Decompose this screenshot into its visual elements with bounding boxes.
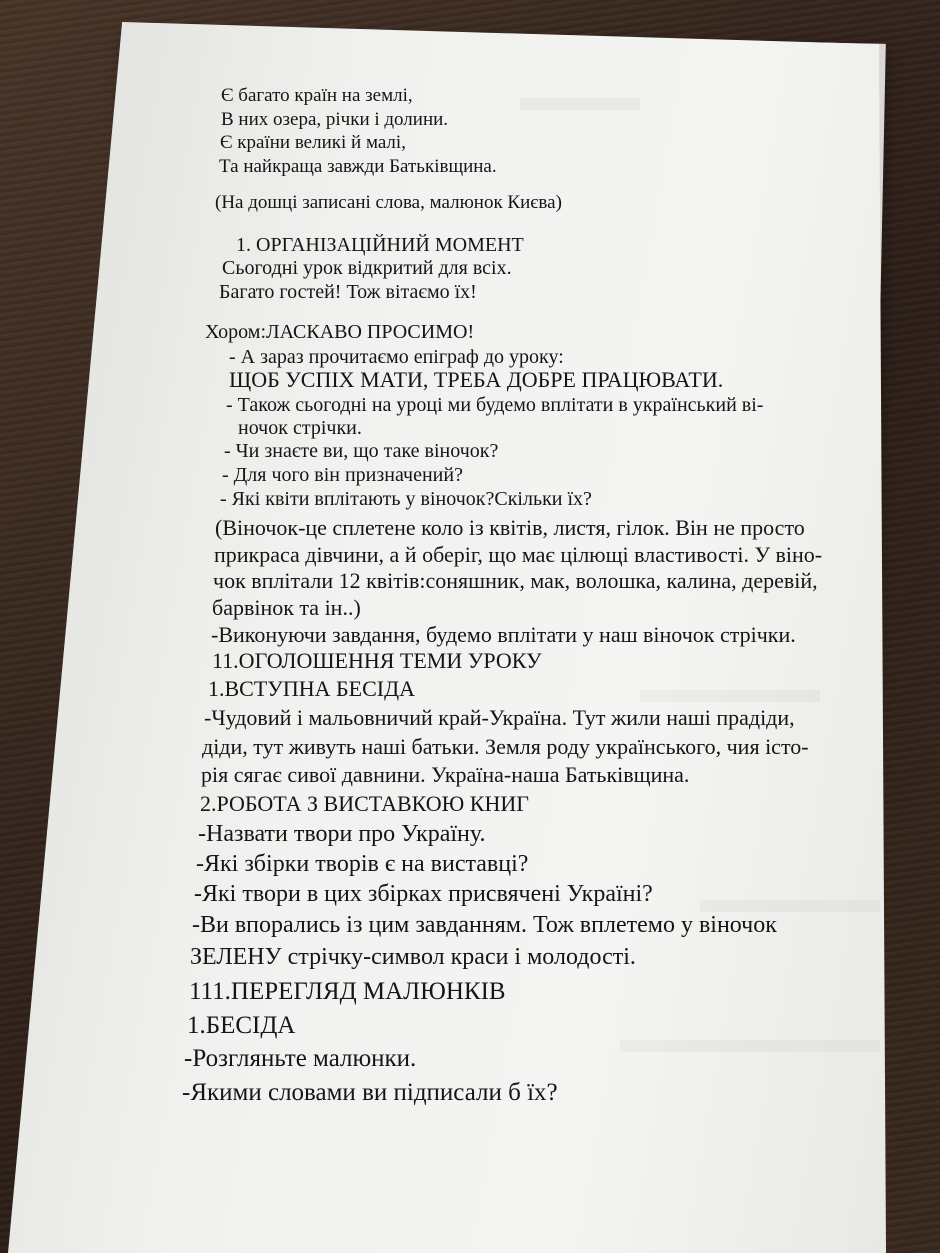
books-task-line: -Ви впорались із цим завданням. Тож вплетемо у віночок [192,912,777,938]
books-task-line: -Які твори в цих збірках присвячені Україні? [194,881,653,907]
section-heading-1: 1. ОРГАНІЗАЦІЙНИЙ МОМЕНТ [236,234,524,256]
books-task-line: -Назвати твори про Україну. [198,821,486,847]
section-heading-2: 11.ОГОЛОШЕННЯ ТЕМИ УРОКУ [212,648,542,673]
intro-talk-line: -Чудовий і мальовничий край-Україна. Тут жили наші прадіди, [204,705,795,730]
epigraph: ЩОБ УСПІХ МАТИ, ТРЕБА ДОБРЕ ПРАЦЮВАТИ. [229,367,724,392]
board-note: (На дошці записані слова, малюнок Києва) [215,192,562,213]
question-line: - Які квіти вплітають у віночок?Скільки їх? [220,488,592,510]
task-ribbons-line: -Виконуючи завдання, будемо вплітати у наш віночок стрічки. [211,622,796,647]
pictures-task-line: -Розгляньте малюнки. [184,1045,417,1072]
greeting-line: Багато гостей! Тож вітаємо їх! [219,281,477,303]
pictures-task-line: -Якими словами ви підписали б їх? [182,1079,558,1106]
intro-talk-line: діди, тут живуть наші батьки. Земля роду українського, чия істо- [202,734,809,759]
poem-line: Та найкраща завжди Батьківщина. [219,156,497,177]
intro-talk-line: рія сягає сивої давнини. Україна-наша Батьківщина. [201,762,690,787]
poem-line: В них озера, річки і долини. [221,109,449,130]
ribbon-intro-line: ночок стрічки. [238,417,362,439]
books-task-line: ЗЕЛЕНУ стрічку-символ краси і молодості. [190,944,636,970]
books-heading: 2.РОБОТА З ВИСТАВКОЮ КНИГ [200,791,529,816]
wreath-explanation-line: (Віночок-це сплетене коло із квітів, листя, гілок. Він не просто [215,515,805,540]
epigraph-intro: - А зараз прочитаємо епіграф до уроку: [229,346,564,368]
chorus-line: Хором:ЛАСКАВО ПРОСИМО! [205,321,475,343]
intro-talk-heading: 1.ВСТУПНА БЕСІДА [208,676,415,701]
poem-line: Є країни великі й малі, [220,132,406,153]
ribbon-intro-line: - Також сьогодні на уроці ми будемо вплітати в український ві- [226,394,764,416]
books-task-line: -Які збірки творів є на виставці? [196,851,529,877]
greeting-line: Сьогодні урок відкритий для всіх. [222,257,512,279]
wreath-explanation-line: чок вплітали 12 квітів:соняшник, мак, волошка, калина, деревій, [213,568,818,593]
question-line: - Чи знаєте ви, що таке віночок? [224,440,499,462]
wreath-explanation-line: барвінок та ін..) [212,595,361,620]
section-heading-3: 111.ПЕРЕГЛЯД МАЛЮНКІВ [189,978,506,1005]
talk-heading: 1.БЕСІДА [187,1012,296,1039]
poem-line: Є багато країн на землі, [221,85,413,106]
question-line: - Для чого він призначений? [222,464,463,486]
wreath-explanation-line: прикраса дівчини, а й оберіг, що має цілющі властивості. У віно- [214,542,823,567]
